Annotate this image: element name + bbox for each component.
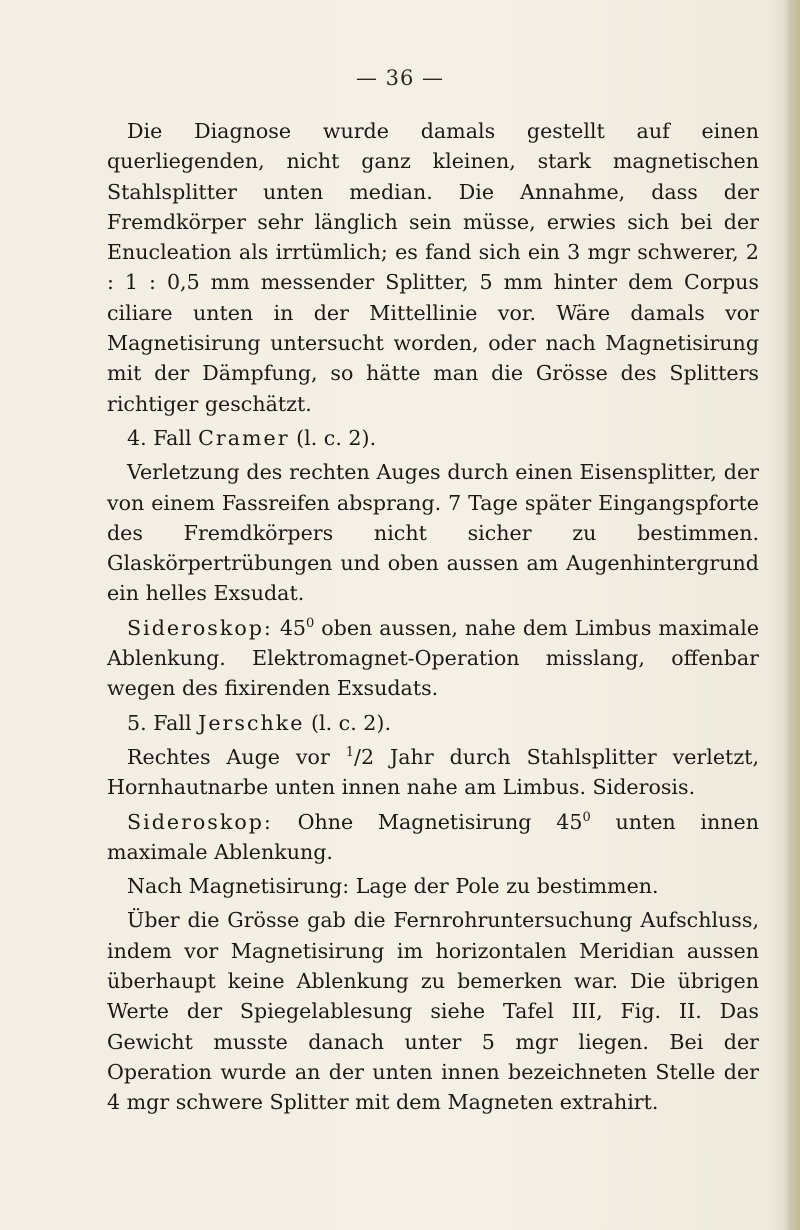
rechtes-auge-prefix: Rechtes Auge vor bbox=[127, 744, 346, 769]
case-5-heading bbox=[107, 708, 759, 738]
page-edge-shadow bbox=[784, 0, 800, 1230]
paragraph-nach-magnetisirung: Nach Magnetisirung: Lage der Pole zu bestimmen. bbox=[127, 874, 659, 899]
degree-value: 45 bbox=[556, 809, 583, 834]
rechtes-auge-text: Jahr durch Stahlsplitter verletzt, Hornhautnarbe unten innen nahe am Limbus. Siderosis. bbox=[107, 744, 759, 800]
sideroskop-result: oben aussen, nahe dem Limbus maximale Ablenkung. Elektromagnet-Operation misslang, offenbar wegen des fixirenden Exsudats. bbox=[107, 615, 760, 701]
paragraph-diagnose: Die Diagnose wurde damals gestellt auf einen querliegenden, nicht ganz kleinen, stark magnetischen Stahlsplitter unten median. Die Annahme, dass der Fremdkörper sehr länglich sein müsse, erwies sich bei der Enucleation als irrtümlich; es fand sich ein 3 mgr schwerer, 2 : 1 : 0,5 mm messender Splitter, 5 mm hinter dem Corpus ciliare unten in der Mittellinie vor. Wäre damals vor Magnetisirung untersucht worden, oder nach Magnetisirung mit der Dämpfung, so hätte man die Grösse des Splitters richtiger geschätzt. bbox=[107, 119, 759, 416]
paragraph-verletzung: Verletzung des rechten Auges durch einen Eisensplitter, der von einem Fassreifen absprang. 7 Tage später Eingangspforte des Fremdkörpers nicht sicher zu bestimmen. Glaskörpertrübungen und oben aussen am Augenhintergrund ein helles Exsudat. bbox=[107, 460, 759, 606]
case-5-author: Jerschke bbox=[198, 710, 305, 735]
sideroskop-prefix: Ohne Magnetisirung bbox=[272, 809, 557, 834]
paragraph-rechtes-auge bbox=[107, 742, 759, 803]
body-text bbox=[107, 116, 759, 1118]
case-4-heading bbox=[107, 423, 759, 453]
case-5-heading-prefix: 5. Fall bbox=[127, 710, 199, 735]
fraction-numerator: 1 bbox=[345, 744, 355, 760]
case-5-heading-suffix: (l. c. 2). bbox=[304, 710, 391, 735]
fraction-denominator: /2 bbox=[354, 744, 375, 769]
case-4-heading-suffix: (l. c. 2). bbox=[289, 425, 377, 450]
paragraph-ueber-die-groesse: Über die Grösse gab die Fernrohruntersuchung Aufschluss, indem vor Magnetisirung im horizontalen Meridian aussen überhaupt keine Ablenkung zu bemerken war. Die übrigen Werte der Spiegelablesung siehe Tafel III, Fig. II. Das Gewicht musste danach unter 5 mgr liegen. Bei der Operation wurde an der unten innen bezeichneten Stelle der 4 mgr schwere Splitter mit dem Magneten extrahirt. bbox=[107, 908, 759, 1115]
sideroskop-label: Sideroskop: bbox=[127, 809, 273, 834]
case-4-author: Cramer bbox=[198, 425, 290, 450]
degree-value: 45 bbox=[279, 615, 307, 640]
case-4-heading-prefix: 4. Fall bbox=[127, 425, 199, 450]
sideroskop-result: unten innen maximale Ablenkung. bbox=[107, 809, 759, 864]
degree-sign: 0 bbox=[582, 809, 591, 825]
page-number: — 36 — bbox=[355, 66, 445, 90]
degree-sign: 0 bbox=[306, 615, 315, 631]
paragraph-sideroskop-case5 bbox=[107, 807, 759, 868]
paragraph-sideroskop-case4 bbox=[107, 613, 759, 704]
sideroskop-label: Sideroskop: bbox=[127, 615, 273, 640]
